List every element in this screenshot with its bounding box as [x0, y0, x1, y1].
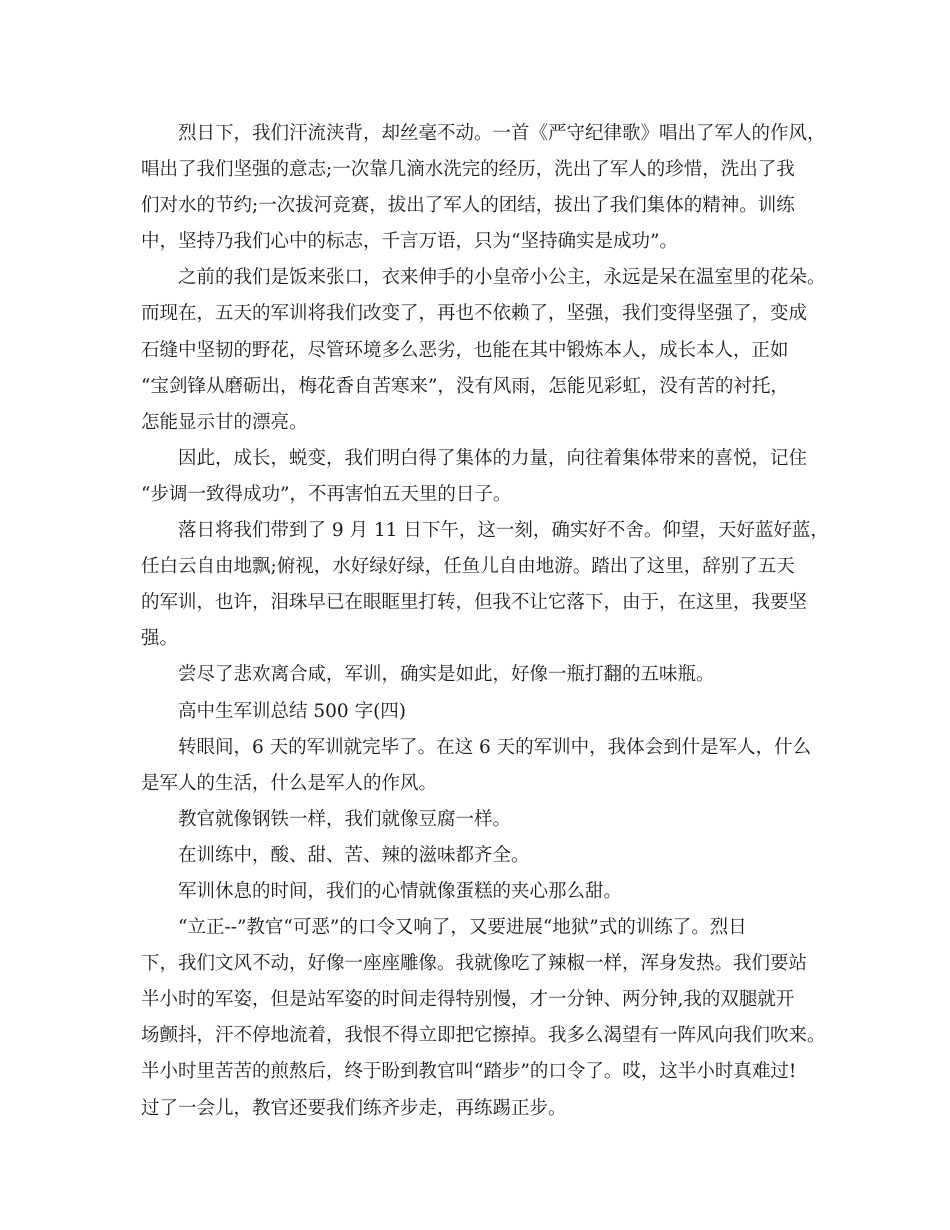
- text-line: 尝尽了悲欢离合咸，军训，确实是如此，好像一瓶打翻的五味瓶。: [178, 664, 715, 686]
- text-line: 半小时的军姿，但是站军姿的时间走得特别慢，才一分钟、两分钟,我的双腿就开: [141, 989, 795, 1011]
- text-line: “立正--”教官“可恶”的口令又响了，又要进展“地狱”式的训练了。烈日: [178, 917, 747, 939]
- text-line: 是军人的生活，什么是军人的作风。: [141, 772, 438, 794]
- text-line: 中，坚持乃我们心中的标志，千言万语，只为“坚持确实是成功”。: [141, 231, 678, 253]
- text-line: 过了一会儿，教官还要我们练齐步走，再练踢正步。: [141, 1097, 567, 1119]
- text-line: 任白云自由地飘;俯视，水好绿好绿，任鱼儿自由地游。踏出了这里，辞别了五天: [141, 556, 795, 578]
- text-line: 怎能显示甘的漂亮。: [141, 411, 308, 433]
- text-line: 落日将我们带到了 9 月 11 日下午，这一刻，确实好不舍。仰望，天好蓝好蓝，: [178, 520, 829, 542]
- text-line: 教官就像钢铁一样，我们就像豆腐一样。: [178, 808, 512, 830]
- text-line: 石缝中坚韧的野花，尽管环境多么恶劣，也能在其中锻炼本人，成长本人，正如: [141, 339, 789, 361]
- text-line: 半小时里苦苦的煎熬后，终于盼到教官叫“踏步”的口令了。哎，这半小时真难过!: [141, 1061, 797, 1083]
- text-line: 而现在，五天的军训将我们改变了，再也不依赖了，坚强，我们变得坚强了，变成: [141, 303, 808, 325]
- text-line: 场颤抖，汗不停地流着，我恨不得立即把它擦掉。我多么渴望有一阵风向我们吹来。: [141, 1025, 826, 1047]
- text-line: 下，我们文风不动，好像一座座雕像。我就像吃了辣椒一样，浑身发热。我们要站: [141, 953, 808, 975]
- text-line: 们对水的节约;一次拔河竞赛，拔出了军人的团结，拔出了我们集体的精神。训练: [141, 195, 795, 217]
- document-body: [141, 116, 831, 1127]
- text-line: 之前的我们是饭来张口，衣来伸手的小皇帝小公主，永远是呆在温室里的花朵。: [178, 267, 826, 289]
- text-line: 高中生军训总结 500 字(四): [178, 700, 407, 722]
- text-line: 在训练中，酸、甜、苦、辣的滋味都齐全。: [178, 844, 530, 866]
- text-line: 唱出了我们坚强的意志;一次靠几滴水洗完的经历，洗出了军人的珍惜，洗出了我: [141, 159, 795, 181]
- text-line: 的军训，也许，泪珠早已在眼眶里打转，但我不让它落下，由于，在这里，我要坚: [141, 592, 808, 614]
- text-line: “步调一致得成功”，不再害怕五天里的日子。: [141, 483, 512, 505]
- text-line: 因此，成长，蜕变，我们明白得了集体的力量，向往着集体带来的喜悦，记住: [178, 447, 808, 469]
- text-line: “宝剑锋从磨砺出，梅花香自苦寒来”，没有风雨，怎能见彩虹，没有苦的衬托，: [141, 375, 789, 397]
- text-line: 烈日下，我们汗流浃背，却丝毫不动。一首《严守纪律歌》唱出了军人的作风，: [178, 123, 826, 144]
- text-line: 军训休息的时间，我们的心情就像蛋糕的夹心那么甜。: [178, 880, 623, 902]
- text-line: 强。: [141, 628, 179, 650]
- text-line: 转眼间，6 天的军训就完毕了。在这 6 天的军训中，我体会到什是军人，什么: [178, 736, 812, 758]
